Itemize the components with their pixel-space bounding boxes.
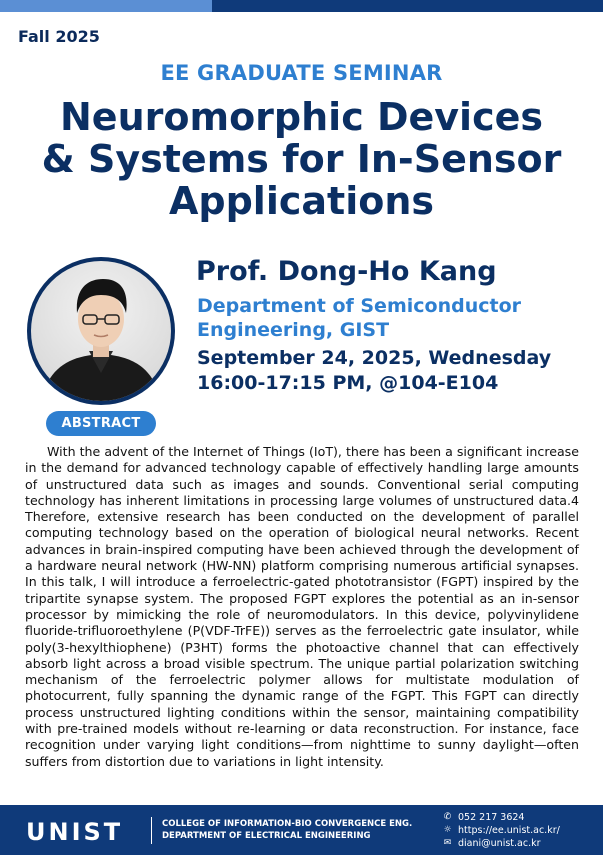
talk-title <box>10 96 593 222</box>
college-line-1: COLLEGE OF INFORMATION-BIO CONVERGENCE ENG. <box>162 819 413 829</box>
seminar-schedule <box>197 346 597 396</box>
talk-title-line-3: Applications <box>169 179 434 223</box>
contact-phone: 052 217 3624 <box>458 812 525 823</box>
department-line-2: Engineering, GIST <box>197 319 390 341</box>
semester-label: Fall 2025 <box>18 27 100 46</box>
top-bar-light-segment <box>0 0 212 12</box>
contact-website[interactable]: https://ee.unist.ac.kr/ <box>458 825 560 836</box>
footer-bar <box>0 805 603 855</box>
speaker-portrait-illustration <box>31 261 171 401</box>
speaker-name: Prof. Dong-Ho Kang <box>196 256 497 287</box>
seminar-time-place: 16:00-17:15 PM, @104-E104 <box>197 372 499 394</box>
talk-title-line-1: Neuromorphic Devices <box>60 95 543 139</box>
contact-email[interactable]: diani@unist.ac.kr <box>458 838 541 849</box>
abstract-badge: ABSTRACT <box>46 411 156 436</box>
speaker-photo-frame <box>27 257 175 405</box>
contact-info <box>442 811 560 850</box>
web-icon: ☼ <box>443 825 452 835</box>
footer-divider <box>151 817 152 844</box>
phone-icon: ✆ <box>443 812 452 822</box>
unist-logo: UNIST <box>26 818 124 846</box>
speaker-department <box>197 294 597 342</box>
contact-web-row[interactable] <box>442 824 560 837</box>
abstract-body: With the advent of the Internet of Things (IoT), there has been a significant increase in the demand for advanced technology capable of effectively handling large amounts of unstructured data such as images and sounds. Conventional serial computing technology has inherent limitations in processing large volumes of unstructured data.4 Therefore, extensive research has been conducted on the development of parallel computing technology based on the operation of biological neural networks. Recent advances in brain-inspired computing have been achieved through the development of a hardware neural network (HW-NN) platform comprising numerous artificial synapses. In this talk, I will introduce a ferroelectric-gated phototransistor (FGPT) inspired by the tripartite synapse system. The proposed FGPT explores the potential as an in-sensor processor by mimicking the role of neuromodulators. In this device, polyvinylidene fluoride-trifluoroethylene (P(VDF-TrFE)) serves as the ferroelectric gate insulator, while poly(3-hexylthiophene) (P3HT) forms the photoactive channel that can effectively absorb light across a broad visible spectrum. The unique partial polarization switching mechanism of the ferroelectric polymer allows for multistate modulation of photocurrent, fully spanning the dynamic range of the FGPT. This FGPT can directly process unstructured lighting conditions within the sensor, maintaining compatibility with pre-trained models without re-learning or data reconstruction. For instance, face recognition under varying light conditions—from nighttime to sunny daylight—often suffers from distortion due to variations in light intensity. <box>25 444 579 769</box>
top-color-bar <box>0 0 603 12</box>
college-line-2: DEPARTMENT OF ELECTRICAL ENGINEERING <box>162 831 371 841</box>
email-icon: ✉ <box>443 838 452 848</box>
contact-phone-row <box>442 811 560 824</box>
college-info <box>162 818 412 842</box>
contact-email-row[interactable] <box>442 837 560 850</box>
seminar-date: September 24, 2025, Wednesday <box>197 347 552 369</box>
speaker-photo <box>31 261 171 401</box>
top-bar-dark-segment <box>212 0 603 12</box>
seminar-series-title: EE GRADUATE SEMINAR <box>160 61 443 85</box>
department-line-1: Department of Semiconductor <box>197 295 521 317</box>
talk-title-line-2: & Systems for In-Sensor <box>41 137 562 181</box>
